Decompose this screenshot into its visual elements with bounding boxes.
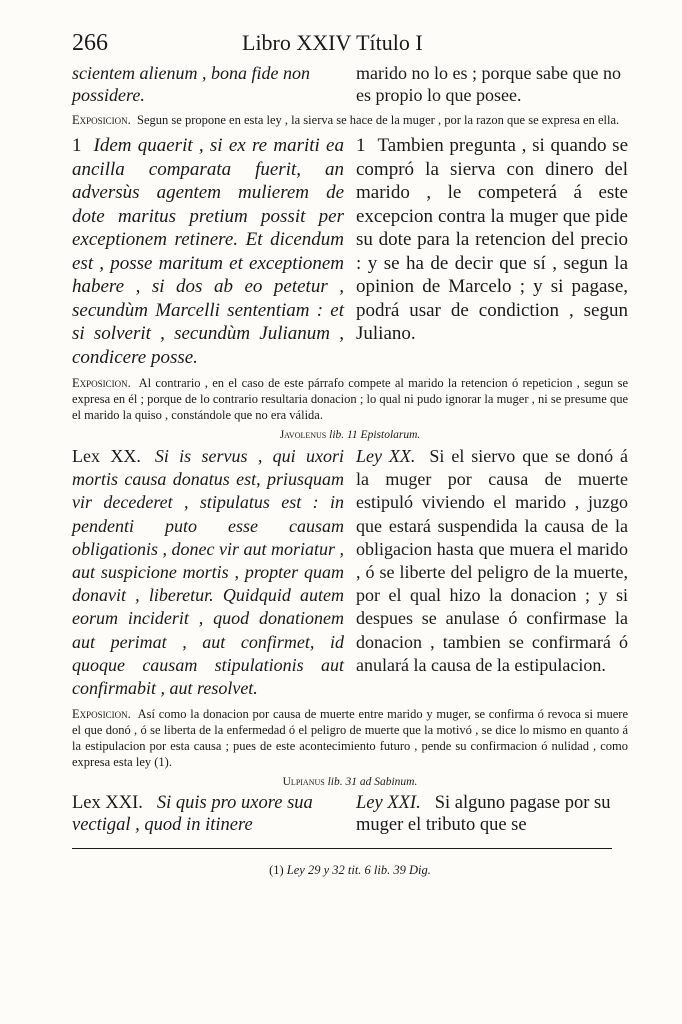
footnote [72, 863, 628, 878]
paragraph-number: 1 [72, 135, 82, 156]
lex-20-spanish [356, 445, 628, 700]
exposition-label: Exposicion. [72, 113, 131, 127]
paragraph-1-latin [72, 134, 344, 369]
footnote-text: Ley 29 y 32 tit. 6 lib. 39 Dig. [286, 863, 431, 878]
lex-20 [72, 445, 628, 700]
paragraph-1-latin-text: Idem quaerit , si ex re mariti ea ancilla comparata fuerit, an adversùs agentem mulierem de dote maritus pretium possit per exceptionem retinere. Et dicendum est , posse maritum et exceptionem habere , si dos ab eo petetur , secundùm Marcelli sententiam : et si solverit , secundùm Julianum , condicere posse. [72, 135, 344, 368]
lex-21-latin-text: Si quis pro uxore sua vectigal , quod in itinere [72, 793, 313, 836]
spanish-continuation: marido no lo es ; porque sabe que no es propio lo que posee. [356, 63, 621, 105]
attribution-javolenus [72, 429, 628, 441]
attribution-ulpianus [72, 776, 628, 788]
latin-continuation: scientem alienum , bona fide non possidere. [72, 63, 310, 105]
lex-20-spanish-text: Si el siervo que se donó á la muger por causa de muerte estipuló viviendo el marido , juzgo que estará suspendida la causa de la obligacion hasta que muera el marido , ó se liberte del peligro de la muerte, por el qual hizo la donacion ; y si despues se anulase ó confirmase la donacion , tambien se confirmará ó anulará la causa de la estipulacion. [356, 446, 628, 675]
ley-label: Ley XXI. [356, 793, 421, 814]
paragraph-1-spanish [356, 134, 628, 369]
paragraph-1 [72, 134, 628, 369]
running-title: Libro XXIV Título I [242, 30, 423, 55]
attribution-author: Ulpianus [282, 776, 325, 789]
lex-21-spanish [356, 792, 628, 836]
paragraph-number: 1 [356, 135, 366, 156]
exposition-text: Segun se propone en esta ley , la sierva se hace de la muger , por la razon que se expresa en ella. [137, 113, 620, 127]
top-continuation [72, 62, 628, 106]
exposition-text: Al contrario , en el caso de este párrafo compete al marido la retencion ó repeticion , segun se expresa en él ; porque de lo contrario resultaria donacion ; lo qual ni pudo ignorar la muger , ni se presume que el marido la quiso , constándole que no era válida. [72, 376, 628, 422]
exposition-3 [72, 706, 628, 770]
lex-label: Lex XXI. [72, 793, 143, 814]
paragraph-1-spanish-text: Tambien pregunta , si quando se compró la sierva con dinero del marido , le competerá á este excepcion contra la muger que pide su dote para la retencion del precio : y se ha de decir que sí , segun la opinion de Marcelo ; y si pagase, podrá usar de condiction , segun Juliano. [356, 135, 628, 344]
exposition-2 [72, 375, 628, 423]
page-header [72, 28, 628, 62]
exposition-1 [72, 112, 628, 128]
ley-label: Ley XX. [356, 446, 416, 466]
lex-label: Lex XX. [72, 446, 141, 466]
exposition-text: Así como la donacion por causa de muerte entre marido y muger, se confirma ó revoca si muere el que donó , ó se liberta de la enfermedad ó el peligro de muerte que la motivó , se dice lo mismo en quanto á la estipulacion por esta causa ; pues de este acontecimiento futuro , pende su confirmacion ó nulidad , como expresa esta ley (1). [72, 707, 628, 770]
attribution-work: lib. 31 ad Sabinum. [327, 776, 418, 789]
lex-20-latin [72, 445, 344, 700]
lex-20-latin-text: Si is servus , qui uxori mortis causa donatus est, priusquam vir decederet , stipulatus est : in pendenti puto esse causam obligationis , donec vir aut moriatur , aut suspicione mortis , propter quam donavit , liberetur. Quidquid autem eorum inciderit , quod donationem aut perimat , aut confirmet, id quoque causam stipulationis aut confirmabit , aut resolvet. [72, 446, 345, 699]
footnote-rule [72, 848, 612, 849]
footnote-marker: (1) [269, 863, 284, 878]
exposition-label: Exposicion. [72, 707, 131, 722]
attribution-author: Javolenus [279, 429, 327, 441]
lex-21-latin [72, 792, 344, 836]
attribution-work: lib. 11 Epistolarum. [329, 429, 421, 441]
lex-21 [72, 792, 628, 836]
lex-21-spanish-text: Si alguno pagase por su muger el tributo que se [356, 793, 611, 836]
page-number: 266 [72, 30, 108, 56]
exposition-label: Exposicion. [72, 376, 131, 390]
page [72, 28, 628, 878]
